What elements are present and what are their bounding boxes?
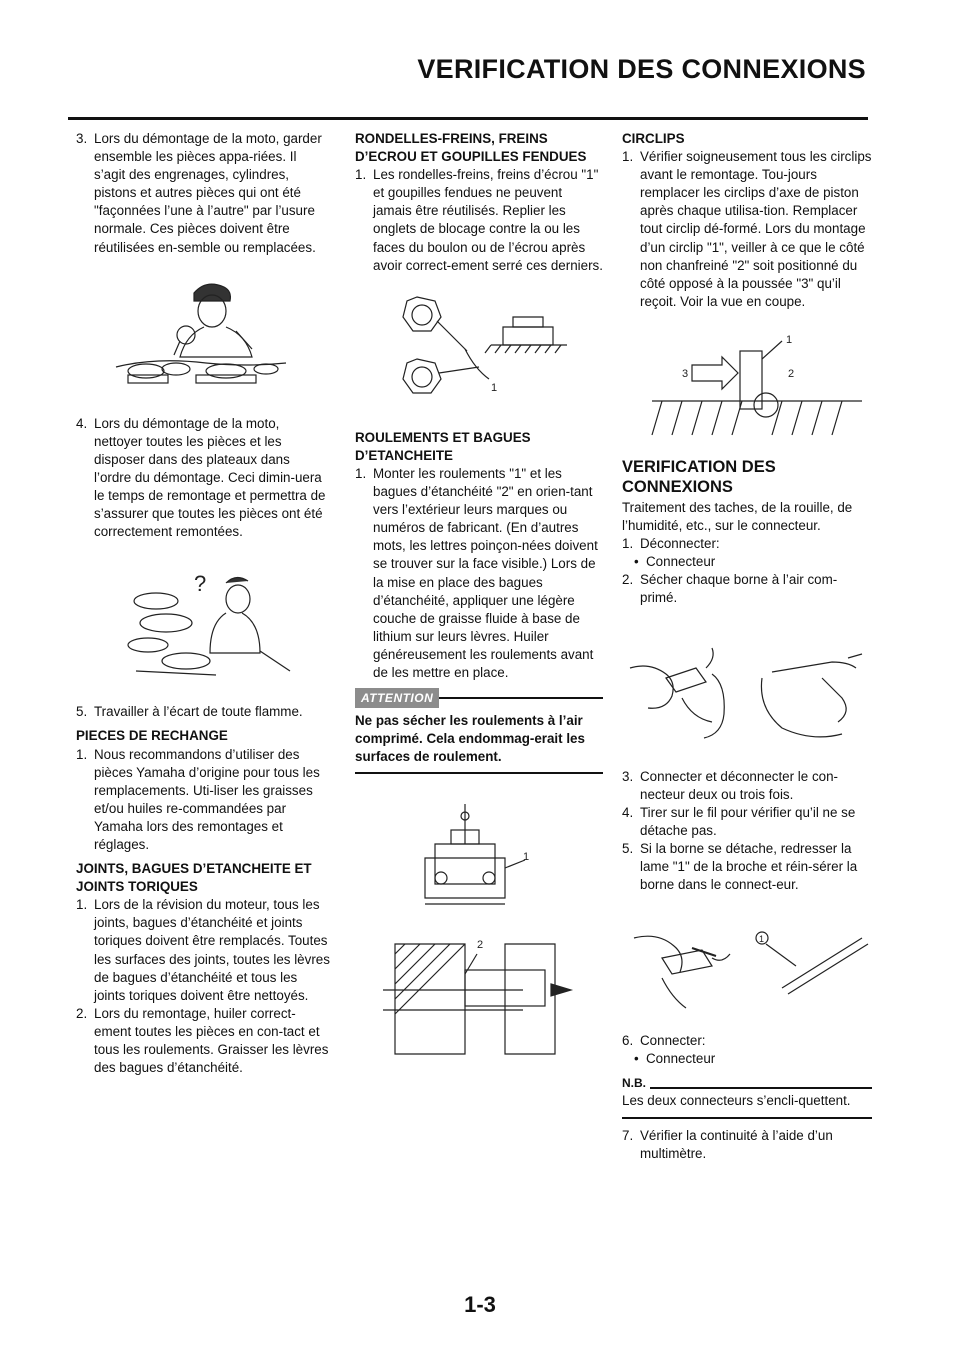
page-title: VERIFICATION DES CONNEXIONS	[417, 54, 866, 84]
verif-step-3: 3. Connecter et déconnecter le con-necteur deux ou trois fois.	[622, 768, 839, 802]
page-number: 1-3	[464, 1292, 496, 1317]
heading-pieces: PIECES DE RECHANGE	[76, 728, 228, 744]
pieces-steps	[76, 746, 330, 855]
verif-step-2: 2. Sécher chaque borne à l’air com-primé.	[622, 572, 838, 606]
attention-text: Ne pas sécher les roulements à l’air comprimé. Cela endommag-erait les surfaces de roulement.	[355, 712, 603, 774]
fig-bearing-label-1: 1	[523, 851, 530, 864]
fig-bearing-label-2: 2	[477, 939, 484, 952]
heading-roulements: ROULEMENTS ET BAGUES D’ETANCHEITE	[355, 429, 531, 463]
verif-steps-6	[622, 1032, 872, 1050]
pieces-step-1: 1. Nous recommandons d’utiliser des pièces Yamaha d’origine pour tous les remplacements. Uti-liser les graisses et/ou huiles re-commandées par Yamaha lors des remontages et réglages.	[76, 746, 320, 852]
terminal-reinsert-illustration	[622, 918, 872, 1018]
step-5: 5. Travailler à l’écart de toute flamme.	[76, 704, 303, 720]
circlip-section-diagram	[622, 325, 872, 445]
verif-intro: Traitement des taches, de la rouille, de l’humidité, etc., sur le connecteur.	[622, 499, 853, 534]
fig-circlip-label-2: 2	[788, 367, 795, 380]
verif-steps-2	[622, 571, 872, 607]
heading-rondelles: RONDELLES-FREINS, FREINS D’ECROU ET GOUPILLES FENDUES	[355, 131, 587, 165]
fig-circlip-label-3: 3	[682, 367, 689, 380]
verif-step6-bullet: • Connecteur	[622, 1050, 872, 1068]
step-3: 3. Lors du démontage de la moto, garder ensemble les pièces appa-riées. Il s’agit des engrenages, cylindres, pistons et autres pièces qui ont été "façonnées l’une à l’autre" par l’usure normale. Ces pièces doivent être réutilisées en-semble ou remplacées.	[76, 131, 322, 255]
attention-box	[355, 688, 603, 774]
fig-nut-label: 1	[491, 381, 498, 394]
joints-steps	[76, 896, 330, 1077]
header-rule	[68, 117, 868, 120]
column-left	[76, 130, 330, 1077]
fig-circlip-label-1: 1	[786, 333, 793, 346]
roulements-steps	[355, 465, 603, 682]
verif-step1-bullet: • Connecteur	[622, 553, 872, 571]
circlips-steps	[622, 148, 872, 311]
nb-label: N.B.	[622, 1076, 646, 1091]
nb-box	[622, 1074, 872, 1118]
heading-verif: VERIFICATION DES CONNEXIONS	[622, 457, 776, 496]
fig-terminal-label: 1	[759, 934, 765, 945]
verif-step-7: 7. Vérifier la continuité à l’aide d’un multimètre.	[622, 1127, 833, 1161]
heading-circlips: CIRCLIPS	[622, 131, 685, 146]
verif-step-1: 1. Déconnecter:	[622, 536, 720, 552]
verif-steps-3	[622, 768, 872, 895]
lock-washer-diagram	[355, 287, 603, 411]
joints-step-1: 1. Lors de la révision du moteur, tous les joints, bagues d’étanchéité et joints toriques doivent être remplacés. Toutes les surfaces des joints, toutes les lèvres de bagues d’étanchéité et tous les joints toriques doivent être nettoyés.	[76, 897, 330, 1003]
bearing-install-diagram	[355, 794, 603, 1094]
rondelles-step-1: 1. Les rondelles-freins, freins d’écrou "1" et goupilles fendues ne peuvent jamais être réutilisés. Replier les onglets de blocage contre la ou les faces du boulon ou de l’écrou après avoir correct-ement serré ces derniers.	[355, 167, 603, 273]
confused-mechanic-illustration	[76, 561, 330, 689]
svg-text:?: ?	[194, 571, 207, 597]
verif-step-4: 4. Tirer sur le fil pour vérifier qu’il ne se détache pas.	[622, 804, 856, 838]
disassembly-steps-cont	[76, 415, 330, 542]
verif-steps-7	[622, 1127, 872, 1163]
roulements-step-1: 1. Monter les roulements "1" et les bagues d’étanchéité "2" en orien-tant vers l’extérieur leurs marques ou numéros de fabricant. (En d’autres mots, les lettres poinçon-nées doivent se trouver sur la face visible.) Lors de la mise en place des bagues d’étanchéité, appliquer une légère couche de graisse fluide à base de lithium sur leurs lèvres. Huiler généreusement les roulements avant de les mettre en place.	[355, 465, 598, 680]
attention-label: ATTENTION	[355, 688, 439, 708]
rondelles-steps	[355, 166, 603, 275]
joints-step-2: 2. Lors du remontage, huiler correct-ement toutes les pièces en con-tact et tous les roulements. Graisser les lèvres des bagues d’étanchéité.	[76, 1005, 329, 1076]
disassembly-steps	[76, 130, 330, 257]
column-right	[622, 130, 872, 1163]
heading-joints: JOINTS, BAGUES D’ETANCHEITE ET JOINTS TORIQUES	[76, 861, 312, 895]
mechanic-parts-illustration	[76, 275, 330, 393]
circlips-step-1: 1. Vérifier soigneusement tous les circlips avant le remontage. Tou-jours remplacer les circlips d’axe de piston après chaque utilisa-tion. Remplacer tout circlip dé-formé. Lors du montage d’un circlip "1", veiller à ce que le côté non chanfreiné "2" soit positionné du côté opposé à la poussée "3" qu’il reçoit. Voir la vue en coupe.	[622, 149, 872, 309]
verif-steps	[622, 535, 872, 553]
verif-step-6: 6. Connecter:	[622, 1033, 706, 1049]
nb-text: Les deux connecteurs s’encli-quettent.	[622, 1092, 872, 1118]
air-drying-illustration	[622, 638, 872, 748]
column-middle	[355, 130, 603, 1094]
step-4: 4. Lors du démontage de la moto, nettoyer toutes les pièces et les disposer dans des plateaux dans l’ordre du démontage. Ceci dimin-uera le temps de remontage et permettra de s’assurer que toutes les pièces ont été correctement remontées.	[76, 415, 326, 540]
disassembly-steps-end	[76, 703, 330, 721]
verif-step-5: 5. Si la borne se détache, redresser la lame "1" de la broche et réin-sérer la borne dans le connect-eur.	[622, 840, 858, 893]
